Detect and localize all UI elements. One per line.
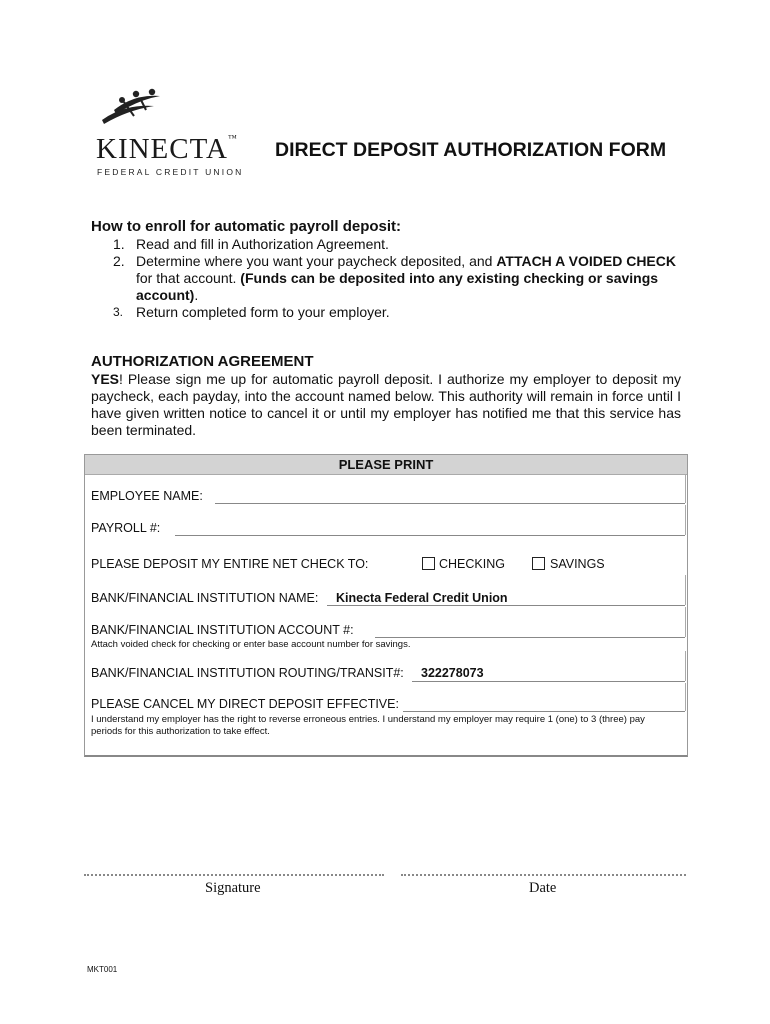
savings-label: SAVINGS — [550, 557, 605, 571]
field-divider — [685, 475, 686, 503]
form-code: MKT001 — [87, 965, 118, 974]
agreement-heading: AUTHORIZATION AGREEMENT — [91, 353, 314, 370]
savings-checkbox[interactable] — [532, 557, 545, 570]
cancel-effective-label: PLEASE CANCEL MY DIRECT DEPOSIT EFFECTIVE: — [91, 697, 399, 711]
field-divider — [685, 575, 686, 605]
payroll-field[interactable] — [175, 511, 685, 536]
bank-name-value: Kinecta Federal Credit Union — [336, 591, 508, 605]
checking-checkbox[interactable] — [422, 557, 435, 570]
cancel-note-line-1: I understand my employer has the right to reverse erroneous entries. I understand my employer may require 1 (one) to 3 (three) pay — [91, 714, 645, 725]
enroll-step: 1. Read and fill in Authorization Agreement. — [113, 236, 389, 252]
field-divider — [685, 505, 686, 535]
bank-name-label: BANK/FINANCIAL INSTITUTION NAME: — [91, 591, 319, 605]
employee-name-label: EMPLOYEE NAME: — [91, 489, 203, 503]
account-note: Attach voided check for checking or enter base account number for savings. — [91, 639, 411, 650]
agreement-text: YES! Please sign me up for automatic payroll deposit. I authorize my employer to deposit my paycheck, each payday, into the account named below. This authority will remain in force until I have given written notice to cancel it or until my employer has notified me that this service has been terminated. — [91, 371, 681, 438]
kinecta-figures-icon — [94, 88, 174, 128]
cancel-note-line-2: periods for this authorization to take effect. — [91, 726, 270, 737]
kinecta-logo — [84, 88, 244, 178]
enroll-step: 2. Determine where you want your paycheck deposited, and ATTACH A VOIDED CHECK for that account. (Funds can be deposited into any existing checking or savings account). — [113, 253, 676, 303]
enroll-heading: How to enroll for automatic payroll deposit: — [91, 218, 402, 235]
enroll-step: 3. Return completed form to your employer. — [113, 304, 390, 320]
form-header: PLEASE PRINT — [85, 455, 687, 475]
logo-subtitle: FEDERAL CREDIT UNION — [97, 167, 244, 177]
deposit-to-label: PLEASE DEPOSIT MY ENTIRE NET CHECK TO: — [91, 557, 369, 571]
deposit-form — [84, 454, 688, 757]
enroll-steps — [113, 236, 693, 321]
logo-name: KINECTA™ — [96, 133, 238, 165]
employee-name-field[interactable] — [215, 477, 685, 504]
account-number-label: BANK/FINANCIAL INSTITUTION ACCOUNT #: — [91, 623, 354, 637]
routing-number-label: BANK/FINANCIAL INSTITUTION ROUTING/TRANSIT#: — [91, 666, 404, 680]
signature-label: Signature — [205, 880, 261, 896]
page-title: DIRECT DEPOSIT AUTHORIZATION FORM — [275, 139, 667, 161]
payroll-label: PAYROLL #: — [91, 521, 161, 535]
field-divider — [685, 651, 686, 681]
field-divider — [685, 683, 686, 711]
cancel-effective-field[interactable] — [403, 687, 685, 712]
routing-number-value: 322278073 — [421, 666, 484, 680]
account-number-field[interactable] — [375, 613, 685, 638]
checking-label: CHECKING — [439, 557, 505, 571]
signature-field[interactable] — [84, 874, 384, 876]
date-field[interactable] — [401, 874, 686, 876]
date-label: Date — [529, 880, 557, 896]
field-divider — [685, 607, 686, 637]
